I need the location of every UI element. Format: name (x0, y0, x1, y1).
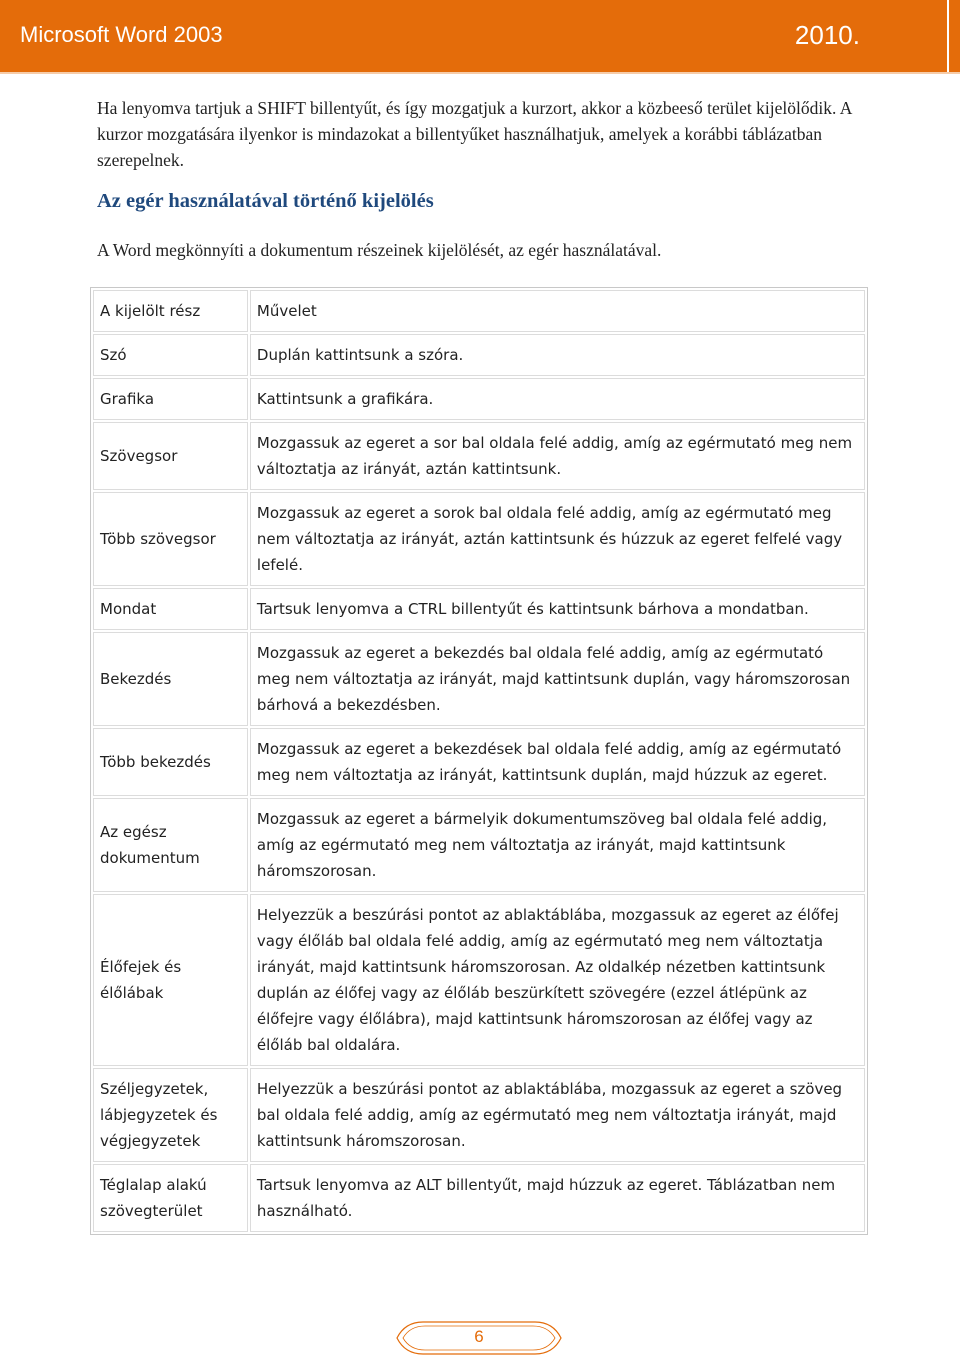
cell-part: Több szövegsor (93, 492, 248, 586)
table-row (93, 1068, 865, 1162)
table-row (93, 728, 865, 796)
table-row (93, 632, 865, 726)
cell-action: Mozgassuk az egeret a sor bal oldala felé addig, amíg az egérmutató meg nem változtatja az irányát, aztán kattintsunk. (250, 422, 865, 490)
header-cell-part: A kijelölt rész (93, 290, 248, 332)
cell-part: Szövegsor (93, 422, 248, 490)
table-row (93, 798, 865, 892)
intro-block (97, 95, 867, 173)
header-cell-action: Művelet (250, 290, 865, 332)
cell-action: Mozgassuk az egeret a bekezdés bal oldala felé addig, amíg az egérmutató meg nem változtatja az irányát, majd kattintsunk duplán, vagy háromszorosan bárhová a bekezdésben. (250, 632, 865, 726)
cell-action: Tartsuk lenyomva az ALT billentyűt, majd húzzuk az egeret. Táblázatban nem használható. (250, 1164, 865, 1232)
table-row (93, 588, 865, 630)
selection-table (90, 287, 868, 1235)
cell-part: Téglalap alakú szövegterület (93, 1164, 248, 1232)
cell-action: Duplán kattintsunk a szóra. (250, 334, 865, 376)
cell-part: Széljegyzetek, lábjegyzetek és végjegyzetek (93, 1068, 248, 1162)
table-row (93, 492, 865, 586)
cell-part: Bekezdés (93, 632, 248, 726)
cell-part: Az egész dokumentum (93, 798, 248, 892)
page-number-badge (395, 1318, 563, 1358)
table-row (93, 334, 865, 376)
cell-part: Mondat (93, 588, 248, 630)
table-header-row (93, 290, 865, 332)
header-side-block (949, 0, 960, 72)
page-number: 6 (474, 1327, 484, 1346)
table-row (93, 422, 865, 490)
cell-action: Helyezzük a beszúrási pontot az ablaktáblába, mozgassuk az egeret az élőfej vagy élőláb bal oldala felé addig, amíg az egérmutató meg nem változtatja irányát, majd kattintsunk háromszorosan. Az oldalkép nézetben kattintsunk duplán az élőfej vagy az élőláb beszürkített szövegére (ezzel átlépünk az élőfejre vagy élőlábra), majd kattintsunk háromszorosan az élőfej vagy az élőláb bal oldalára. (250, 894, 865, 1066)
cell-action: Kattintsunk a grafikára. (250, 378, 865, 420)
table-row (93, 378, 865, 420)
intro-paragraph: Ha lenyomva tartjuk a SHIFT billentyűt, és így mozgatjuk a kurzort, akkor a közbeeső terület kijelölődik. A kurzor mozgatására ilyenkor is mindazokat a billentyűket használhatjuk, amelyek a korábbi táblázatban szerepelnek. (97, 98, 852, 170)
header-divider (0, 72, 960, 74)
table-row (93, 894, 865, 1066)
cell-part: Élőfejek és élőlábak (93, 894, 248, 1066)
page-header (0, 0, 960, 75)
document-title: Microsoft Word 2003 (20, 22, 223, 47)
table-row (93, 1164, 865, 1232)
section-intro: A Word megkönnyíti a dokumentum részeinek kijelölését, az egér használatával. (97, 240, 662, 260)
section-heading: Az egér használatával történő kijelölés (97, 190, 434, 212)
cell-action: Mozgassuk az egeret a bármelyik dokumentumszöveg bal oldala felé addig, amíg az egérmutató meg nem változtatja az irányát, majd kattintsunk háromszorosan. (250, 798, 865, 892)
cell-action: Tartsuk lenyomva a CTRL billentyűt és kattintsunk bárhova a mondatban. (250, 588, 865, 630)
cell-action: Mozgassuk az egeret a sorok bal oldala felé addig, amíg az egérmutató meg nem változtatja az irányát, aztán kattintsunk és húzzuk az egeret felfelé vagy lefelé. (250, 492, 865, 586)
document-year: 2010. (794, 20, 860, 50)
cell-action: Helyezzük a beszúrási pontot az ablaktáblába, mozgassuk az egeret a szöveg bal oldala felé addig, amíg az egérmutató meg nem változtatja irányát, majd kattintsunk háromszorosan. (250, 1068, 865, 1162)
cell-action: Mozgassuk az egeret a bekezdések bal oldala felé addig, amíg az egérmutató meg nem változtatja az irányát, kattintsunk duplán, majd húzzuk az egeret. (250, 728, 865, 796)
cell-part: Grafika (93, 378, 248, 420)
cell-part: Szó (93, 334, 248, 376)
cell-part: Több bekezdés (93, 728, 248, 796)
